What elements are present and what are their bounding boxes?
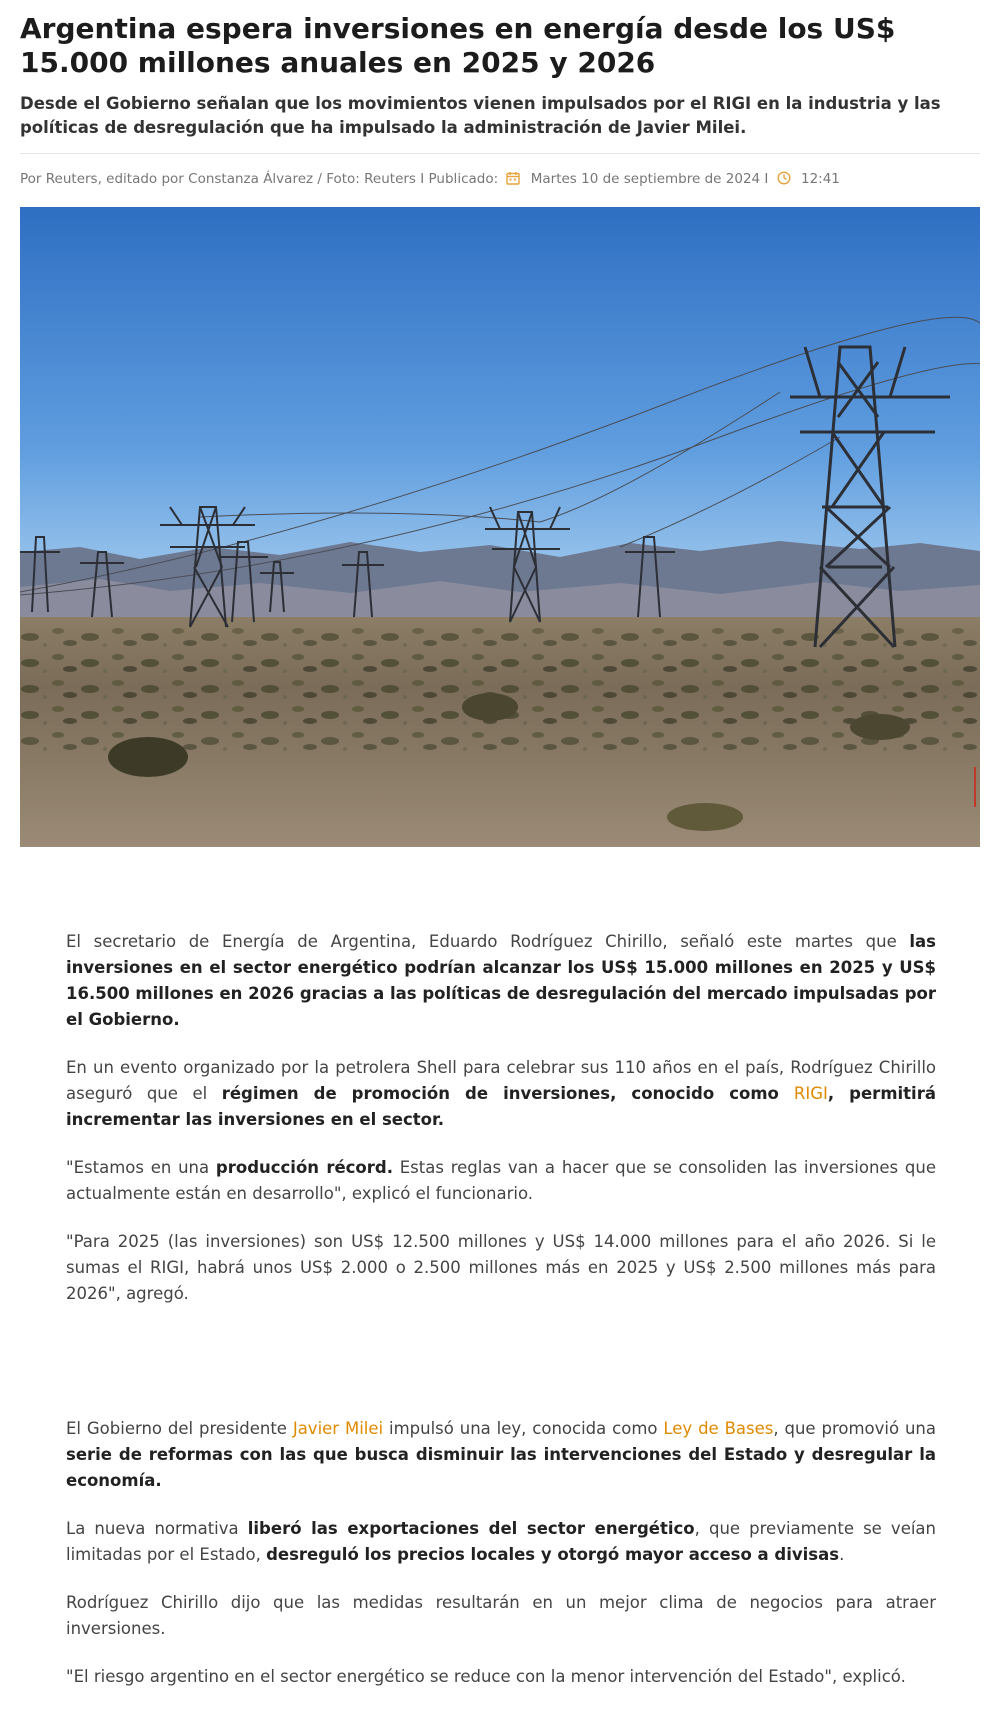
article-body-top [66, 929, 936, 1329]
paragraph: "Estamos en una producción récord. Estas reglas van a hacer que se consoliden las inversiones que actualmente están en desarrollo", explicó el funcionario. [66, 1158, 937, 1203]
article-title: Argentina espera inversiones en energía desde los US$ 15.000 millones anuales en 2025 y 2026 [20, 12, 896, 79]
paragraph: Rodríguez Chirillo dijo que las medidas resultarán en un mejor clima de negocios para atraer inversiones. [66, 1593, 936, 1638]
article-photo [20, 207, 980, 847]
divider [20, 153, 980, 154]
ley-de-bases-link[interactable]: Ley de Bases [663, 1419, 774, 1438]
byline-credit: Por Reuters, editado por Constanza Álvarez / Foto: Reuters I Publicado: [20, 171, 499, 187]
clock-icon [777, 171, 791, 190]
byline-date: Martes 10 de septiembre de 2024 I [530, 171, 769, 187]
paragraph: En un evento organizado por la petrolera Shell para celebrar sus 110 años en el país, Rodríguez Chirillo aseguró que el régimen de promoción de inversiones, conocido como RIGI, permitirá incrementar las inversiones en el sector. [66, 1058, 936, 1129]
paragraph: "El riesgo argentino en el sector energético se reduce con la menor intervención del Estado", explicó. [66, 1667, 906, 1686]
calendar-icon [506, 171, 520, 190]
rigi-link[interactable]: RIGI [793, 1084, 828, 1103]
paragraph: La nueva normativa liberó las exportaciones del sector energético, que previamente se veían limitadas por el Estado, desreguló los precios locales y otorgó mayor acceso a divisas. [66, 1519, 937, 1564]
javier-milei-link[interactable]: Javier Milei [292, 1419, 384, 1438]
byline [20, 170, 980, 190]
article-subtitle: Desde el Gobierno señalan que los movimientos vienen impulsados por el RIGI en la industria y las políticas de desregulación que ha impulsado la administración de Javier Milei. [20, 94, 941, 137]
article-body-bottom [66, 1416, 936, 1712]
paragraph: El secretario de Energía de Argentina, Eduardo Rodríguez Chirillo, señaló este martes que las inversiones en el sector energético podrían alcanzar los US$ 15.000 millones en 2025 y US$ 16.500 millones en 2026 gracias a las políticas de desregulación del mercado impulsadas por el Gobierno. [66, 932, 936, 1029]
paragraph: El Gobierno del presidente Javier Milei impulsó una ley, conocida como Ley de Bases, que promovió una serie de reformas con las que busca disminuir las intervenciones del Estado y desregular la economía. [66, 1419, 936, 1490]
paragraph: "Para 2025 (las inversiones) son US$ 12.500 millones y US$ 14.000 millones para el año 2026. Si le sumas el RIGI, habrá unos US$ 2.000 o 2.500 millones más en 2025 y US$ 2.500 millones más para 2026", agregó. [66, 1232, 936, 1303]
byline-time: 12:41 [800, 171, 840, 187]
